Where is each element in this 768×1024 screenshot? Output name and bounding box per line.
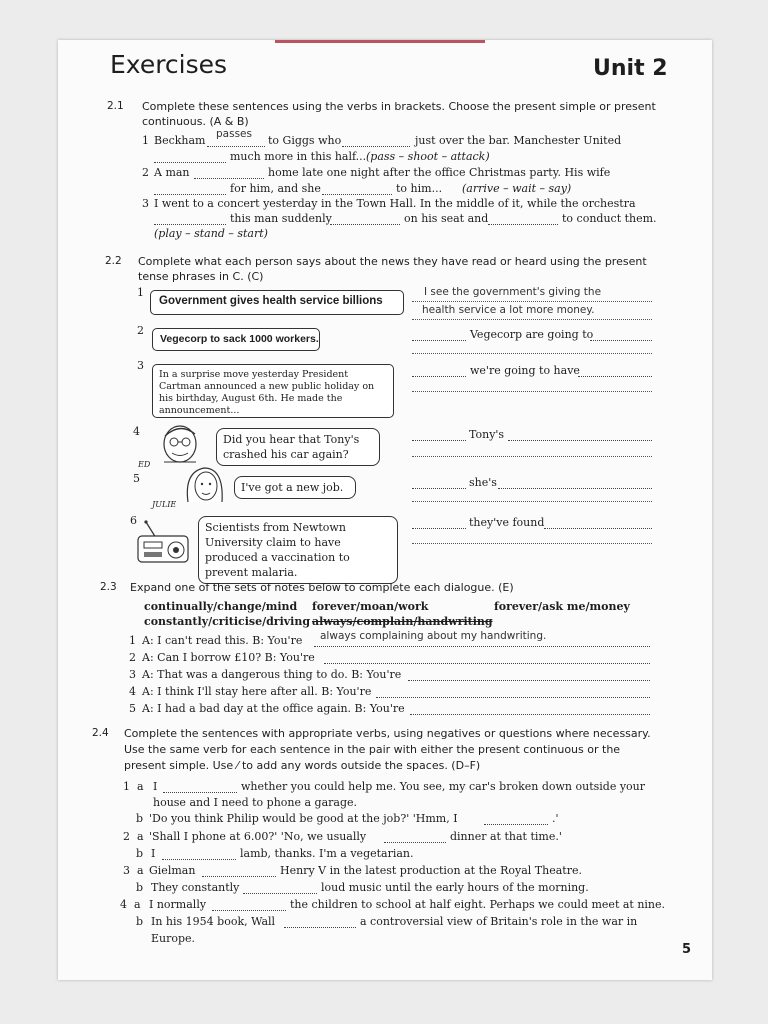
answer-blank[interactable] xyxy=(412,428,466,441)
dialogue-line: A: I can't read this. B: You're xyxy=(142,634,303,647)
item-number: 1 a xyxy=(123,780,144,793)
sentence-text: to Giggs who xyxy=(268,134,342,147)
item-number: 6 xyxy=(130,514,137,527)
sentence-text: 'Do you think Philip would be good at the job?' 'Hmm, I xyxy=(149,812,458,825)
sentence-text: dinner at that time.' xyxy=(450,830,562,843)
answer-blank[interactable] xyxy=(578,364,652,377)
page-number: 5 xyxy=(682,942,692,957)
news-headline-box xyxy=(152,328,320,351)
note-set: continually/change/mind xyxy=(144,600,298,613)
item-number: 3 xyxy=(137,359,144,372)
sentence-text: to conduct them. xyxy=(562,212,657,225)
sentence-text: I xyxy=(151,847,156,860)
item-number: 2 xyxy=(142,166,149,179)
page-title: Exercises xyxy=(110,50,228,79)
answer-blank[interactable] xyxy=(342,134,410,147)
answer-blank[interactable] xyxy=(243,881,317,894)
answer-line[interactable] xyxy=(412,390,652,392)
woman-julie-illustration xyxy=(180,462,228,508)
sentence-text: a controversial view of Britain's role in the war in xyxy=(360,915,638,928)
answer-blank[interactable] xyxy=(324,651,650,664)
sentence-text: I went to a concert yesterday in the Town Hall. In the middle of it, while the orchestra xyxy=(154,197,636,210)
radio-speech-bubble: Scientists from Newtown University claim to have produced a vaccination to prevent malaria. xyxy=(198,516,398,584)
section-number: 2.1 xyxy=(107,100,124,112)
answer-blank[interactable] xyxy=(162,847,236,860)
sentence-text: A man xyxy=(154,166,190,179)
sentence-text: home late one night after the office Christmas party. His wife xyxy=(268,166,611,179)
sentence-text: Beckham xyxy=(154,134,206,147)
answer-line[interactable] xyxy=(412,542,652,544)
item-number: 5 xyxy=(129,702,136,715)
item-number: 1 xyxy=(129,634,136,647)
sentence-text: I xyxy=(153,780,158,793)
answer-blank[interactable] xyxy=(508,428,652,441)
answer-blank[interactable] xyxy=(544,516,652,529)
sentence-text: In his 1954 book, Wall xyxy=(151,915,276,928)
answer-line[interactable] xyxy=(412,300,652,302)
item-letter: b xyxy=(136,847,144,860)
note-set-used: always/complain/handwriting xyxy=(312,615,493,628)
sentence-text: to him... xyxy=(396,182,443,195)
sentence-text: just over the bar. Manchester United xyxy=(415,134,622,147)
section-number: 2.4 xyxy=(92,727,109,739)
item-number: 1 xyxy=(137,286,144,299)
news-article-box xyxy=(152,364,394,418)
answer-blank[interactable] xyxy=(376,685,650,698)
verb-hint: (arrive – wait – say) xyxy=(462,182,572,195)
unit-label: Unit 2 xyxy=(593,56,668,81)
answer-prompt: she's xyxy=(469,476,497,489)
answer-blank[interactable] xyxy=(408,668,650,681)
handwritten-answer: passes xyxy=(216,128,252,140)
answer-prompt: Tony's xyxy=(469,428,505,441)
sentence-text: the children to school at half eight. Perhaps we could meet at nine. xyxy=(290,898,666,911)
news-headline-box xyxy=(150,290,404,315)
news-headline: Vegecorp to sack 1000 workers. xyxy=(160,333,319,345)
sentence-text: lamb, thanks. I'm a vegetarian. xyxy=(240,847,414,860)
handwritten-answer: always complaining about my handwriting. xyxy=(320,630,547,642)
sentence-text: much more in this half... xyxy=(230,150,367,163)
instruction: present simple. Use ⁄ to add any words outside the spaces. (D–F) xyxy=(124,759,481,772)
section-number: 2.2 xyxy=(105,255,122,267)
note-set: constantly/criticise/driving xyxy=(144,615,311,628)
item-number: 3 a xyxy=(123,864,144,877)
sentence-text: 'Shall I phone at 6.00?' 'No, we usually xyxy=(149,830,367,843)
sentence-text: for him, and she xyxy=(230,182,321,195)
dialogue-line: A: I had a bad day at the office again. B: You're xyxy=(142,702,405,715)
answer-blank[interactable] xyxy=(410,702,650,715)
sentence-text: whether you could help me. You see, my car's broken down outside your xyxy=(241,780,646,793)
instruction: continuous. (A & B) xyxy=(142,115,249,128)
radio-illustration xyxy=(134,520,196,570)
item-number: 1 xyxy=(142,134,149,147)
answer-line[interactable] xyxy=(412,455,652,457)
answer-blank[interactable] xyxy=(163,780,237,793)
man-ed-illustration xyxy=(150,420,210,466)
answer-blank[interactable] xyxy=(202,864,276,877)
section-number: 2.3 xyxy=(100,581,117,593)
speech-bubble: I've got a new job. xyxy=(234,476,356,499)
sentence-text: They constantly xyxy=(151,881,240,894)
answer-blank[interactable] xyxy=(194,166,264,179)
instruction: Complete what each person says about the news they have read or heard using the present xyxy=(138,255,647,268)
answer-blank[interactable] xyxy=(412,328,466,341)
sentence-text: Henry V in the latest production at the Royal Theatre. xyxy=(280,864,582,877)
instruction: Complete these sentences using the verbs in brackets. Choose the present simple or present xyxy=(142,100,656,113)
speech-bubble: Did you hear that Tony's crashed his car again? xyxy=(216,428,380,466)
answer-blank[interactable] xyxy=(412,476,466,489)
top-edge-accent xyxy=(275,40,485,43)
note-set: forever/moan/work xyxy=(312,600,429,613)
sentence-text: loud music until the early hours of the morning. xyxy=(321,881,589,894)
item-letter: b xyxy=(136,812,144,825)
speaker-name: ED xyxy=(138,460,151,469)
item-number: 3 xyxy=(129,668,136,681)
answer-prompt: they've found xyxy=(469,516,545,529)
sentence-text: Gielman xyxy=(149,864,196,877)
answer-prompt: we're going to have xyxy=(470,364,580,377)
sentence-text: I normally xyxy=(149,898,207,911)
dialogue-line: A: That was a dangerous thing to do. B: You're xyxy=(142,668,402,681)
item-letter: b xyxy=(136,881,144,894)
answer-blank[interactable] xyxy=(484,812,548,825)
item-number: 2 xyxy=(129,651,136,664)
item-number: 4 xyxy=(129,685,136,698)
answer-blank[interactable] xyxy=(498,476,652,489)
news-article-text: In a surprise move yesterday President Cartman announced a new public holiday on his birthday, August 6th. He made the announcement... xyxy=(159,369,375,416)
answer-blank[interactable] xyxy=(488,212,558,225)
answer-blank[interactable] xyxy=(154,212,226,225)
answer-blank[interactable] xyxy=(154,150,226,163)
speaker-name: JULIE xyxy=(152,500,177,509)
answer-blank[interactable] xyxy=(330,212,400,225)
answer-line[interactable] xyxy=(412,352,652,354)
item-number: 4 a xyxy=(120,898,141,911)
answer-blank[interactable] xyxy=(212,898,286,911)
note-set: forever/ask me/money xyxy=(494,600,630,613)
sentence-text: Europe. xyxy=(151,932,196,945)
answer-blank[interactable] xyxy=(284,915,356,928)
instruction: Expand one of the sets of notes below to complete each dialogue. (E) xyxy=(130,581,514,594)
item-number: 5 xyxy=(133,472,140,485)
answer-blank[interactable] xyxy=(590,328,652,341)
item-letter: b xyxy=(136,915,144,928)
answer-blank[interactable] xyxy=(384,830,446,843)
handwritten-answer: health service a lot more money. xyxy=(422,304,595,316)
verb-hint: (pass – shoot – attack) xyxy=(366,150,490,163)
item-number: 2 xyxy=(137,324,144,337)
handwritten-answer: I see the government's giving the xyxy=(424,286,602,298)
item-number: 2 a xyxy=(123,830,144,843)
dialogue-line: A: Can I borrow £10? B: You're xyxy=(142,651,315,664)
answer-blank[interactable] xyxy=(322,182,392,195)
sentence-text: this man suddenly xyxy=(230,212,332,225)
sentence-text: house and I need to phone a garage. xyxy=(153,796,358,809)
answer-line[interactable] xyxy=(412,500,652,502)
instruction: Use the same verb for each sentence in the pair with either the present continuous or the xyxy=(124,743,621,756)
answer-prompt: Vegecorp are going to xyxy=(470,328,594,341)
sentence-text: on his seat and xyxy=(404,212,489,225)
instruction: tense phrases in C. (C) xyxy=(138,270,264,283)
answer-blank[interactable] xyxy=(412,516,466,529)
answer-blank[interactable] xyxy=(154,182,226,195)
answer-line[interactable] xyxy=(412,318,652,320)
item-number: 4 xyxy=(133,425,140,438)
sentence-text: .' xyxy=(552,812,559,825)
verb-hint: (play – stand – start) xyxy=(154,227,268,240)
item-number: 3 xyxy=(142,197,149,210)
answer-blank[interactable] xyxy=(412,364,466,377)
dialogue-line: A: I think I'll stay here after all. B: You're xyxy=(142,685,372,698)
news-headline: Government gives health service billions xyxy=(159,295,383,307)
instruction: Complete the sentences with appropriate verbs, using negatives or questions where necessary. xyxy=(124,727,651,740)
